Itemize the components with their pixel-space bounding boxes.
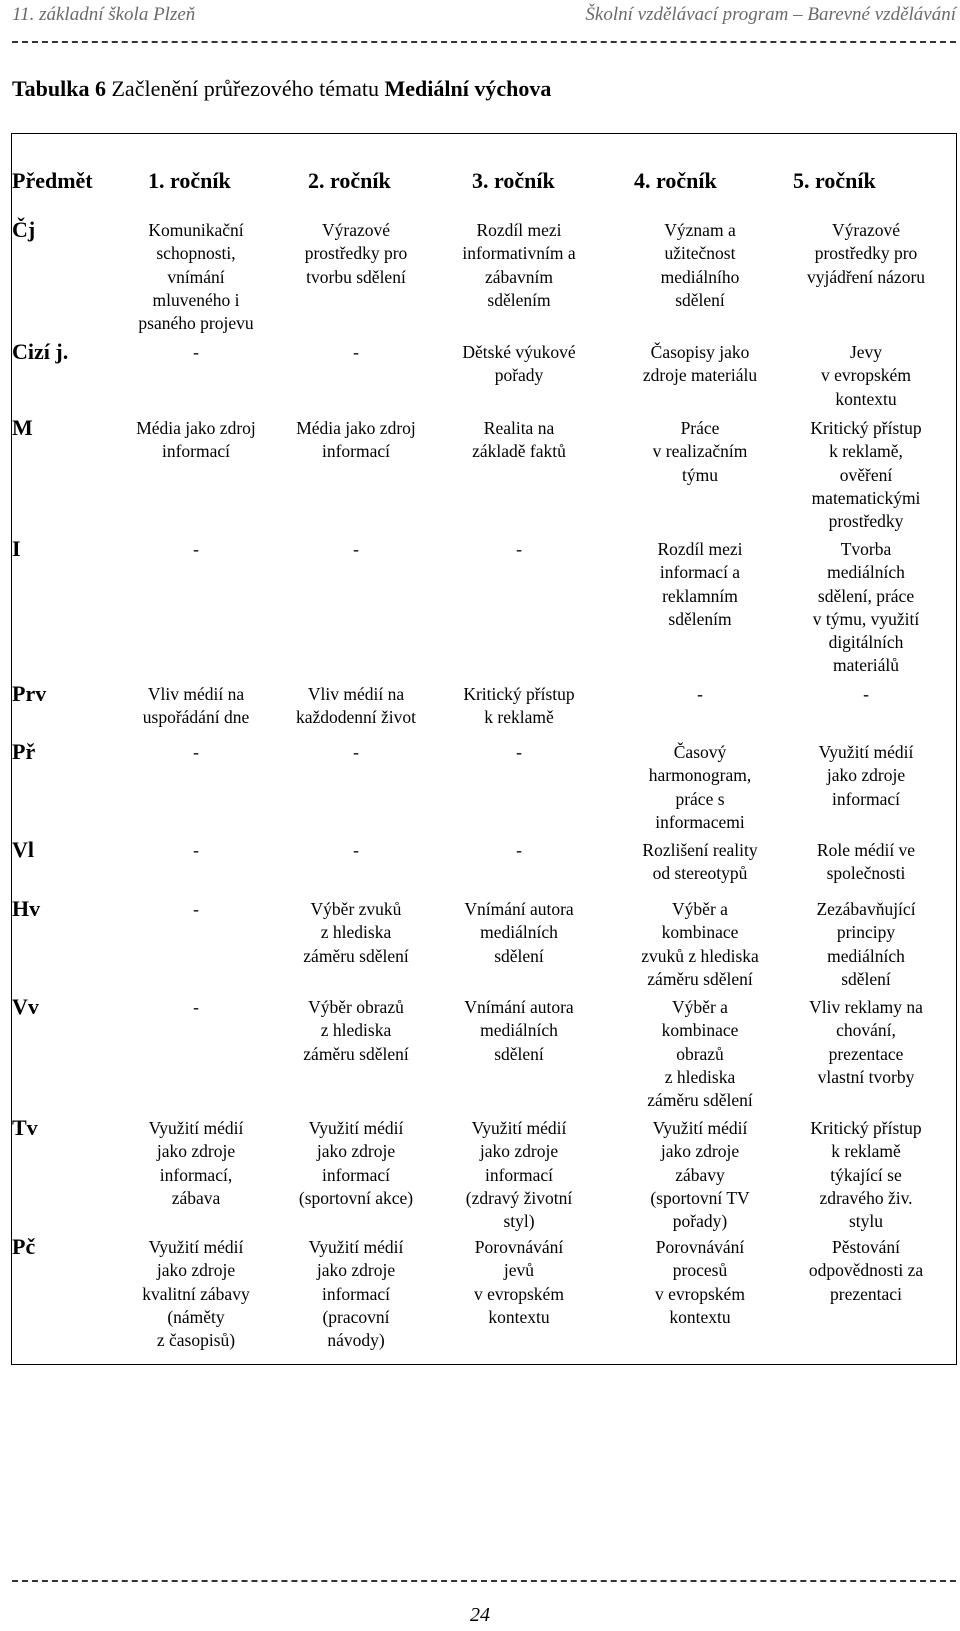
table-cell-grade-1: - <box>193 742 199 762</box>
caption-text: Začlenění průřezového tématu <box>111 76 380 101</box>
table-cell-grade-3: Dětské výukové pořady <box>462 342 576 386</box>
table-cell-grade-5: Pěstování odpovědnosti za prezentaci <box>808 1237 924 1304</box>
table-cell-grade-2: - <box>353 840 359 860</box>
row-subject: Př <box>12 739 36 764</box>
row-subject: M <box>12 415 33 440</box>
table-cell-grade-2: - <box>353 342 359 362</box>
column-header-grade-4: 4. ročník <box>634 168 717 193</box>
table-cell-grade-2: Využití médií jako zdroje informací (sportovní akce) <box>298 1118 414 1208</box>
caption-label: Tabulka 6 <box>12 76 106 101</box>
row-subject: Prv <box>12 681 47 706</box>
header-program-title: Školní vzdělávací program – Barevné vzdělávání <box>585 4 956 25</box>
table-cell-grade-5: Zezábavňující principy mediálních sdělení <box>816 899 916 989</box>
page-number: 24 <box>470 1604 490 1626</box>
table-cell-grade-3: - <box>516 742 522 762</box>
caption-topic: Mediální výchova <box>384 76 552 101</box>
row-subject: Cizí j. <box>12 339 69 364</box>
table-cell-grade-1: Komunikační schopnosti, vnímání mluveného i psaného projevu <box>138 220 254 334</box>
table-cell-grade-4: Časový harmonogram, práce s informacemi <box>648 742 752 832</box>
table-cell-grade-2: Výrazové prostředky pro tvorbu sdělení <box>304 220 408 287</box>
table-cell-grade-2: Vliv médií na každodenní život <box>295 684 417 728</box>
row-subject: Čj <box>12 217 36 242</box>
table-cell-grade-3: Využití médií jako zdroje informací (zdravý životní styl) <box>465 1118 573 1232</box>
table-cell-grade-5: Vliv reklamy na chování, prezentace vlastní tvorby <box>809 997 923 1087</box>
table-cell-grade-3: Vnímání autora mediálních sdělení <box>464 899 574 966</box>
table-cell-grade-1: Využití médií jako zdroje kvalitní zábavy (náměty z časopisů) <box>142 1237 250 1351</box>
table-cell-grade-5: Kritický přístup k reklamě, ověření matematickými prostředky <box>810 418 922 532</box>
table-cell-grade-1: - <box>193 840 199 860</box>
row-subject: I <box>12 536 21 561</box>
column-header-grade-5: 5. ročník <box>793 168 876 193</box>
table-cell-grade-5: Kritický přístup k reklamě týkající se zdravého živ. stylu <box>810 1118 922 1232</box>
header-divider <box>12 41 956 43</box>
row-subject: Tv <box>12 1115 38 1140</box>
table-cell-grade-4: Rozlišení reality od stereotypů <box>642 840 758 884</box>
row-subject: Vl <box>12 837 34 862</box>
table-cell-grade-2: - <box>353 742 359 762</box>
header-school-name: 11. základní škola Plzeň <box>12 4 196 25</box>
table-cell-grade-2: Výběr zvuků z hlediska záměru sdělení <box>303 899 409 966</box>
table-cell-grade-3: Realita na základě faktů <box>472 418 566 462</box>
table-cell-grade-1: Média jako zdroj informací <box>136 418 256 462</box>
table-cell-grade-2: - <box>353 539 359 559</box>
table-cell-grade-1: - <box>193 539 199 559</box>
table-cell-grade-4: - <box>697 684 703 704</box>
table-cell-grade-3: Kritický přístup k reklamě <box>463 684 575 728</box>
table-cell-grade-5: Role médií ve společnosti <box>816 840 916 884</box>
row-subject: Pč <box>12 1234 36 1259</box>
row-subject: Hv <box>12 896 41 921</box>
table-cell-grade-4: Výběr a kombinace obrazů z hlediska záměru sdělení <box>647 997 753 1111</box>
table-cell-grade-2: Využití médií jako zdroje informací (pracovní návody) <box>308 1237 404 1351</box>
table-cell-grade-3: - <box>516 840 522 860</box>
table-cell-grade-4: Využití médií jako zdroje zábavy (sportovní TV pořady) <box>650 1118 750 1232</box>
table-cell-grade-3: Vnímání autora mediálních sdělení <box>464 997 574 1064</box>
table-cell-grade-4: Porovnávání procesů v evropském kontextu <box>655 1237 745 1327</box>
table-cell-grade-5: Jevy v evropském kontextu <box>821 342 911 409</box>
table-caption <box>12 76 551 102</box>
table-cell-grade-4: Časopisy jako zdroje materiálu <box>642 342 758 386</box>
footer-divider <box>12 1580 956 1582</box>
column-header-grade-3: 3. ročník <box>472 168 555 193</box>
table-cell-grade-2: Výběr obrazů z hlediska záměru sdělení <box>303 997 409 1064</box>
table-cell-grade-5: Tvorba mediálních sdělení, práce v týmu, využití digitálních materiálů <box>812 539 920 676</box>
table-cell-grade-5: - <box>863 684 869 704</box>
table-cell-grade-3: Porovnávání jevů v evropském kontextu <box>474 1237 564 1327</box>
column-header-grade-1: 1. ročník <box>148 168 231 193</box>
table-cell-grade-5: Výrazové prostředky pro vyjádření názoru <box>806 220 926 287</box>
column-header-grade-2: 2. ročník <box>308 168 391 193</box>
table-cell-grade-4: Význam a užitečnost mediálního sdělení <box>660 220 740 310</box>
table-cell-grade-1: - <box>193 997 199 1017</box>
table-cell-grade-1: Využití médií jako zdroje informací, zábava <box>148 1118 244 1208</box>
table-cell-grade-4: Rozdíl mezi informací a reklamním sdělením <box>657 539 743 629</box>
row-subject: Vv <box>12 994 39 1019</box>
table-cell-grade-4: Výběr a kombinace zvuků z hlediska záměru sdělení <box>641 899 759 989</box>
table-cell-grade-4: Práce v realizačním týmu <box>652 418 748 485</box>
table-cell-grade-1: - <box>193 342 199 362</box>
table-cell-grade-3: - <box>516 539 522 559</box>
table-cell-grade-2: Média jako zdroj informací <box>296 418 416 462</box>
table-cell-grade-5: Využití médií jako zdroje informací <box>818 742 914 809</box>
table-cell-grade-3: Rozdíl mezi informativním a zábavním sdělením <box>462 220 576 310</box>
column-header-subject: Předmět <box>12 168 93 193</box>
table-cell-grade-1: Vliv médií na uspořádání dne <box>142 684 250 728</box>
table-cell-grade-1: - <box>193 899 199 919</box>
